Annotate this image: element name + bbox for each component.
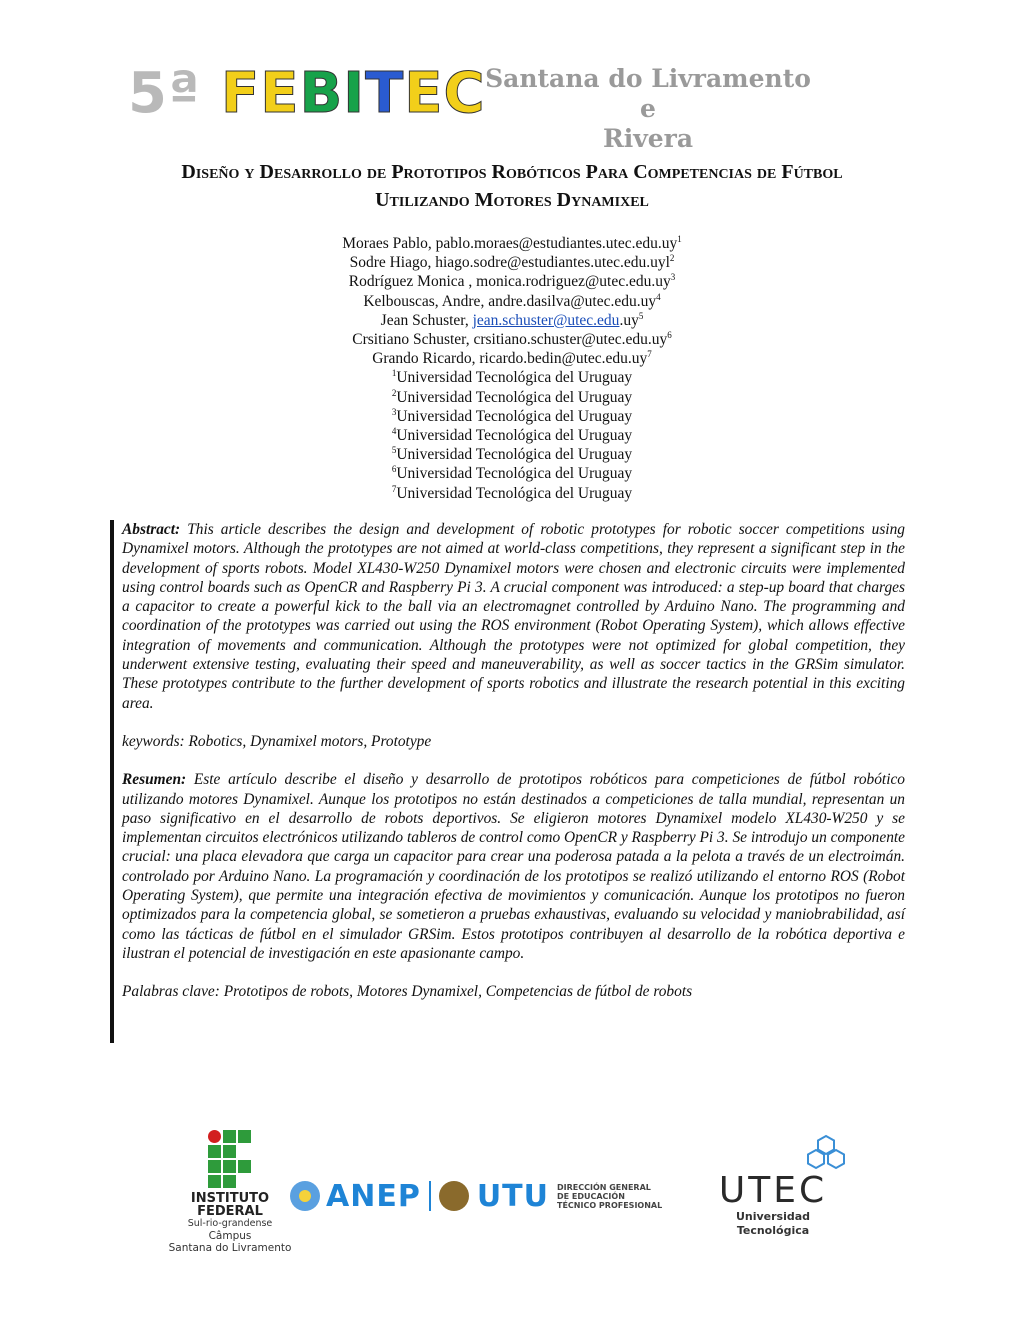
abstract-paragraph xyxy=(122,520,905,713)
anep-seal-icon xyxy=(290,1181,320,1211)
resumen-text: Este artículo describe el diseño y desarrollo de prototipos robóticos para competiciones de fútbol robótico utilizando motores Dynamixel. Aunque los prototipos no están destinados a competiciones de talla mundial, representan un paso significativo en el desarrollo de robots deportivos. Se eligieron motores Dynamixel modelo XL430-W250 y se implementan circuitos electrónicos utilizando tableros de control como OpenCR y Raspberry Pi 3. Se introdujo un componente crucial: una placa elevadora que carga un capacitor para crear una poderosa patada a la pelota a través de un electroimán. controlado por Arduino Nano. La programación y coordinación de los prototipos se realizó utilizando el entorno ROS (Robot Operating System), que permite una integración efectiva de movimientos y comunicación. Aunque los prototipos no fueron optimizados para la competencia global, se sometieron a pruebas exhaustivas, evaluando su velocidad y maniobrabilidad, así como las tácticas de fútbol en el simulador GRSim. Estos prototipos contribuyen al desarrollo de la robótica deportiva e ilustran el potencial de investigación en este apasionante campo. xyxy=(122,771,905,962)
utec-logo xyxy=(698,1134,848,1238)
author-line: Grando Ricardo, $ricardo.bedin@utec.edu.uy^7$ xyxy=(372,349,652,368)
anep-wordmark: ANEP xyxy=(326,1178,421,1214)
affiliation-line: $^6$Universidad Tecnológica del Uruguay xyxy=(391,464,633,483)
affiliation-line: $^1$Universidad Tecnológica del Uruguay xyxy=(391,368,633,387)
affiliation-line: $^2$Universidad Tecnológica del Uruguay xyxy=(391,387,633,406)
author-block xyxy=(212,234,812,503)
utec-hexagon-icon xyxy=(806,1134,846,1170)
affiliation-line: $^5$Universidad Tecnológica del Uruguay xyxy=(391,445,633,464)
venue-line-2: Rivera xyxy=(602,124,694,153)
sponsor-logos xyxy=(0,1130,1024,1254)
paper-title xyxy=(90,158,934,214)
keywords: keywords: Robotics, Dynamixel motors, Prototype xyxy=(122,732,432,750)
title-line-1: Diseño y Desarrollo de Prototipos Robóticos Para Competencias de Fútbol xyxy=(181,161,843,183)
if-grid-icon xyxy=(208,1130,252,1188)
abstract-text: This article describes the design and development of robotic prototypes for robotic soccer competitions using Dynamixel motors. Although the prototypes are not aimed at world-class competitions, they represent a significant step in the development of sports robots. Model XL430-W250 Dynamixel motors were chosen and electronic circuits were implemented using control boards such as OpenCR and Raspberry Pi 3. A crucial component was introduced: a step-up board that charges a capacitor to create a powerful kick to the ball via an electromagnet controlled by Arduino Nano. The programming and coordination of the prototypes was carried out using the ROS environment (Robot Operating System), which allows effective integration of movements and communication. Although the prototypes were not optimized for global competition, they underwent extensive testing, evaluating their speed and maneuverability, as well as soccer tactics in the GRSim simulator. These prototypes contribute to the further development of sports robotics and illustrate the research potential in this exciting area. xyxy=(122,521,905,712)
palabras-clave: Palabras clave: Prototipos de robots, Motores Dynamixel, Competencias de fútbol de robots xyxy=(122,983,693,1001)
author-line: Crsitiano Schuster, $crsitiano.schuster@utec.edu.uy^6$ xyxy=(352,329,672,349)
febitec-logo: 5ª FEBITEC xyxy=(128,61,486,126)
utec-subtitle: Universidad Tecnológica xyxy=(735,1210,811,1237)
affiliation-line: $^7$Universidad Tecnológica del Uruguay xyxy=(391,483,633,502)
author-line: Kelbouscas, Andre, $andre.dasilva@utec.edu.uy^4$ xyxy=(363,291,661,310)
abstract-label: Abstract: xyxy=(122,521,181,538)
affiliation-line: $^4$Universidad Tecnológica del Uruguay xyxy=(391,425,633,445)
author-line: Jean Schuster, $jean.schuster@utec.edu.uy^5$ xyxy=(380,310,644,329)
anep-utu-logo xyxy=(290,1178,662,1214)
utu-gear-icon xyxy=(439,1181,469,1211)
affiliation-line: $^3$Universidad Tecnológica del Uruguay xyxy=(391,406,633,425)
resumen-label: Resumen: xyxy=(122,771,187,789)
venue-line-1: Santana do Livramento e xyxy=(485,64,811,123)
utec-wordmark: UTEC xyxy=(718,1170,828,1211)
author-email-link[interactable]: jean.schuster@utec.edu xyxy=(472,311,620,329)
author-line: Sodre Hiago, hiago.sodre@estudiantes.utec.edu.uyl$^2$ xyxy=(349,253,675,272)
utu-wordmark: UTU xyxy=(476,1178,549,1214)
page-header xyxy=(0,60,1024,153)
title-line-2: Utilizando Motores Dynamixel xyxy=(375,189,649,211)
author-line: Moraes Pablo, $pablo.moraes@estudiantes.utec.edu.uy^1$ xyxy=(342,233,682,252)
direccion-general-text: DIRECCIÓN GENERAL DE EDUCACIÓN TÉCNICO PROFESIONAL xyxy=(557,1182,663,1210)
venue-title xyxy=(478,64,818,154)
abstract-section xyxy=(110,520,905,1043)
resumen-paragraph xyxy=(122,770,905,963)
author-line: Rodríguez Monica , $monica.rodriguez@utec.edu.uy^3$ xyxy=(348,272,676,291)
instituto-federal-logo: INSTITUTO FEDERAL Sul-rio-grandense Câmpus Santana do Livramento xyxy=(160,1130,300,1254)
